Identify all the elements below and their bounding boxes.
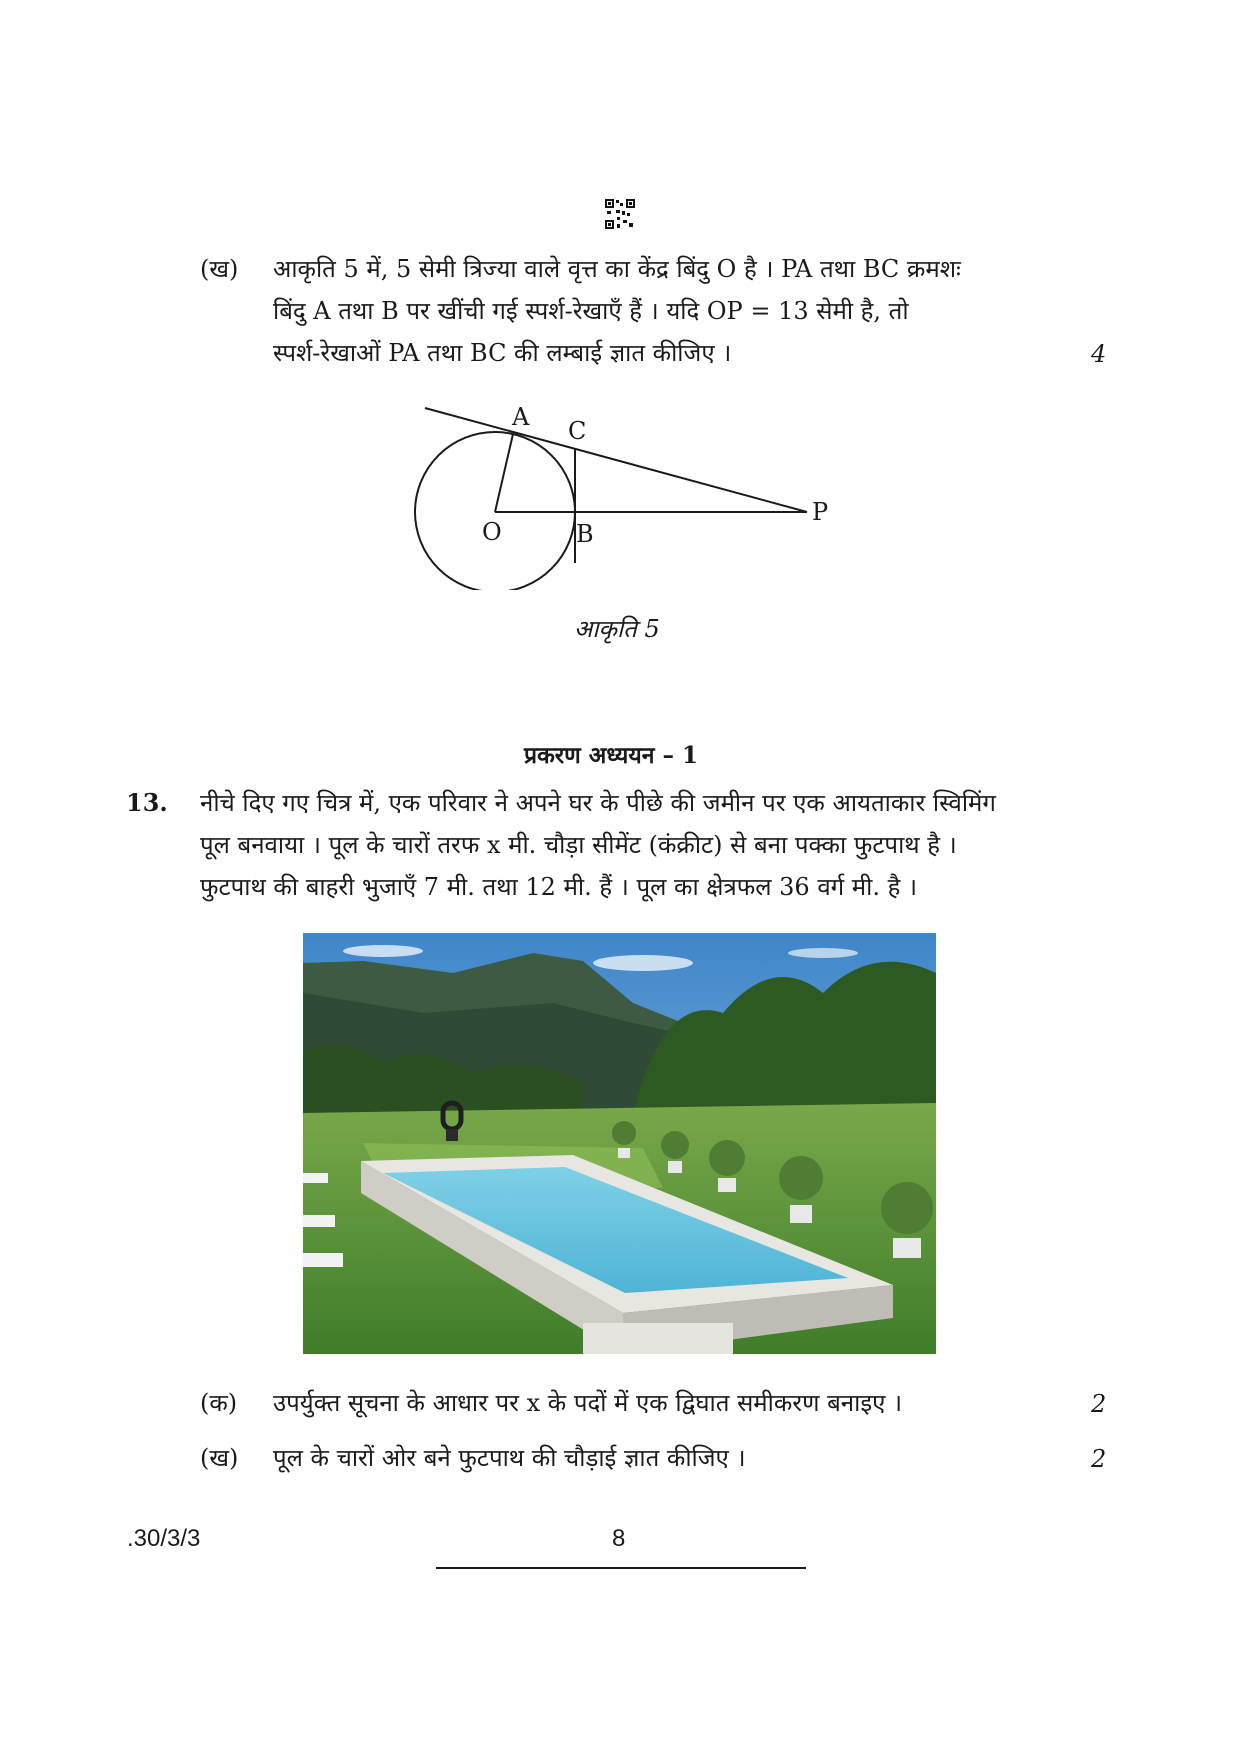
question-text-line: पूल के चारों ओर बने फुटपाथ की चौड़ाई ज्ञात कीजिए । bbox=[273, 1444, 746, 1472]
figure-caption: आकृति 5 bbox=[574, 615, 660, 643]
question-text-line: पूल बनवाया । पूल के चारों तरफ x मी. चौड़ा सीमेंट (कंक्रीट) से बना पक्का फुटपाथ है । bbox=[200, 831, 957, 859]
point-label-b: B bbox=[576, 520, 594, 548]
question-text-line: नीचे दिए गए चित्र में, एक परिवार ने अपने घर के पीछे की जमीन पर एक आयताकार स्विमिंग bbox=[200, 789, 996, 817]
section-heading: प्रकरण अध्ययन – 1 bbox=[524, 742, 698, 769]
question-part-label: (ख) bbox=[200, 255, 239, 283]
question-text-line: आकृति 5 में, 5 सेमी त्रिज्या वाले वृत्त का केंद्र बिंदु O है । PA तथा BC क्रमशः bbox=[273, 255, 961, 283]
question-text-line: बिंदु A तथा B पर खींची गई स्पर्श-रेखाएँ हैं । यदि OP = 13 सेमी है, तो bbox=[273, 297, 909, 325]
qr-code-icon bbox=[605, 199, 635, 229]
marks-label: 2 bbox=[1091, 1445, 1107, 1473]
marks-label: 4 bbox=[1091, 340, 1107, 368]
page-number: 8 bbox=[612, 1525, 626, 1552]
question-text-line: उपर्युक्त सूचना के आधार पर x के पदों में एक द्विघात समीकरण बनाइए । bbox=[273, 1389, 903, 1417]
tangent-line-pa bbox=[425, 408, 807, 512]
question-number: 13. bbox=[126, 788, 168, 817]
point-label-o: O bbox=[482, 518, 502, 546]
footer-divider bbox=[436, 1567, 806, 1569]
point-label-a: A bbox=[512, 403, 530, 431]
radius-oa bbox=[495, 434, 513, 512]
question-text-line: स्पर्श-रेखाओं PA तथा BC की लम्बाई ज्ञात कीजिए । bbox=[273, 339, 732, 367]
question-part-label: (क) bbox=[200, 1389, 238, 1417]
paper-code: .30/3/3 bbox=[127, 1525, 201, 1552]
question-text-line: फुटपाथ की बाहरी भुजाएँ 7 मी. तथा 12 मी. हैं । पूल का क्षेत्रफल 36 वर्ग मी. है । bbox=[200, 873, 918, 901]
marks-label: 2 bbox=[1091, 1390, 1107, 1418]
question-part-label: (ख) bbox=[200, 1444, 239, 1472]
point-label-p: P bbox=[812, 498, 829, 526]
point-label-c: C bbox=[568, 417, 587, 445]
figure-5-diagram bbox=[380, 380, 840, 590]
swimming-pool-photo bbox=[303, 933, 936, 1354]
